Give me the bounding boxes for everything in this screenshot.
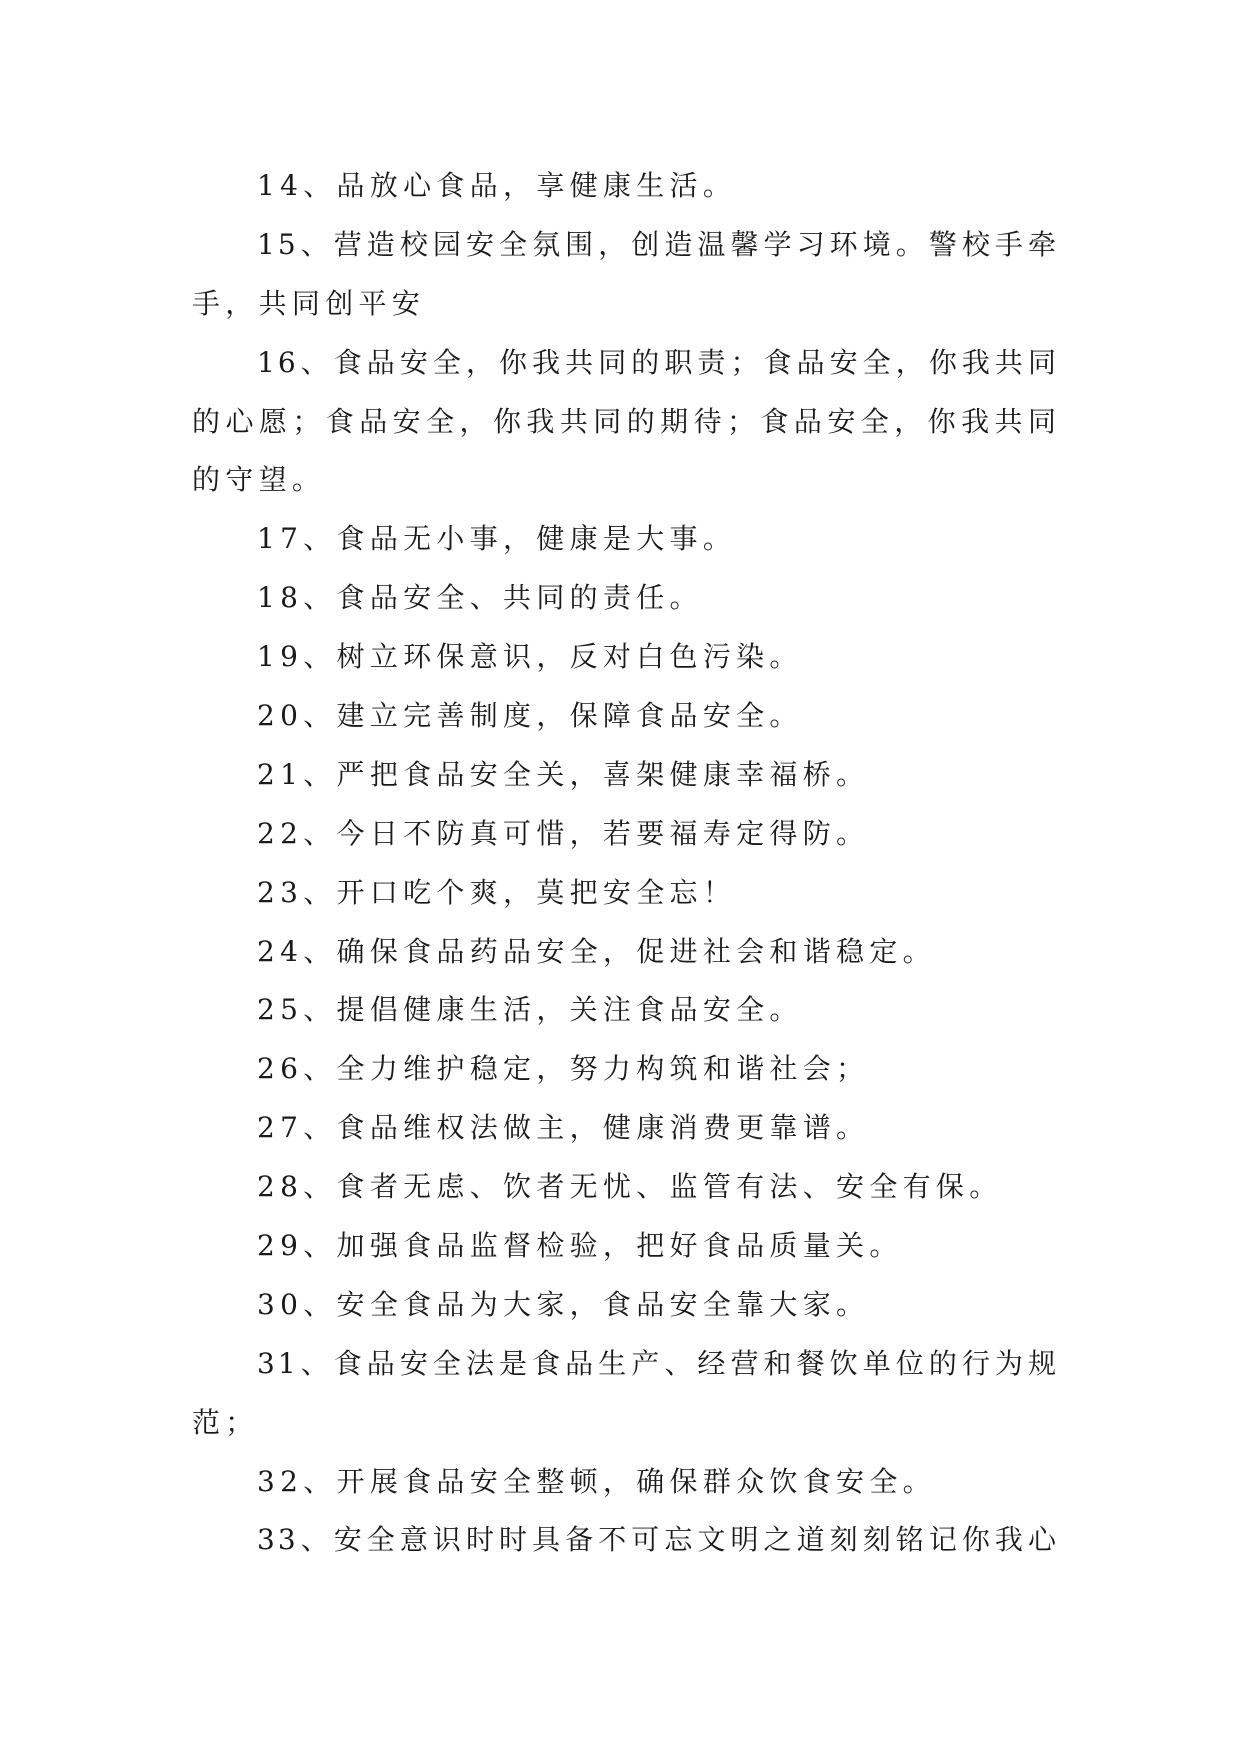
document-body [192,157,1059,1570]
list-item-20 [192,687,1059,746]
list-item-18 [192,569,1059,628]
list-item-16 [192,334,1059,511]
text-line: 27、食品维权法做主，健康消费更靠谱。 [257,1111,870,1145]
list-item-14 [192,157,1059,216]
text-line: 18、食品安全、共同的责任。 [257,581,703,615]
text-line: 14、品放心食品，享健康生活。 [257,169,737,202]
text-line: 15、营造校园安全氛围，创造温馨学习环境。警校手牵 [257,227,1059,261]
list-item-21 [192,746,1059,805]
list-item-29 [192,1217,1059,1276]
list-item-23 [192,864,1059,923]
text-line: 21、严把食品安全关，喜架健康幸福桥。 [257,757,870,791]
text-line: 的守望。 [192,463,326,497]
list-item-30 [192,1276,1059,1335]
text-line: 30、安全食品为大家，食品安全靠大家。 [257,1287,870,1321]
text-line: 25、提倡健康生活，关注食品安全。 [257,993,803,1027]
text-line: 29、加强食品监督检验，把好食品质量关。 [257,1229,903,1263]
list-item-22 [192,805,1059,864]
text-line: 24、确保食品药品安全，促进社会和谐稳定。 [257,934,936,968]
text-line: 22、今日不防真可惜，若要福寿定得防。 [257,816,870,850]
list-item-32 [192,1453,1059,1512]
list-item-15 [192,216,1059,334]
list-item-17 [192,510,1059,569]
list-item-28 [192,1158,1059,1217]
text-line: 19、树立环保意识，反对白色污染。 [257,640,803,674]
text-line: 17、食品无小事，健康是大事。 [257,522,737,556]
list-item-19 [192,628,1059,687]
text-line: 手，共同创平安 [192,286,426,320]
text-line: 20、建立完善制度，保障食品安全。 [257,699,803,733]
list-item-27 [192,1099,1059,1158]
text-line: 31、食品安全法是食品生产、经营和餐饮单位的行为规 [257,1346,1059,1380]
text-line: 范； [192,1405,259,1439]
text-line: 的心愿；食品安全，你我共同的期待；食品安全，你我共同 [192,404,1059,438]
list-item-26 [192,1040,1059,1099]
text-line: 23、开口吃个爽，莫把安全忘！ [257,875,737,909]
text-line: 32、开展食品安全整顿，确保群众饮食安全。 [257,1464,936,1498]
text-line: 33、安全意识时时具备不可忘文明之道刻刻铭记你我心 [257,1523,1059,1557]
list-item-25 [192,981,1059,1040]
text-line: 26、全力维护稳定，努力构筑和谐社会； [257,1052,870,1086]
text-line: 28、食者无虑、饮者无忧、监管有法、安全有保。 [257,1170,1003,1204]
list-item-31 [192,1335,1059,1453]
list-item-33 [192,1511,1059,1570]
text-line: 16、食品安全，你我共同的职责；食品安全，你我共同 [257,345,1059,379]
list-item-24 [192,923,1059,982]
